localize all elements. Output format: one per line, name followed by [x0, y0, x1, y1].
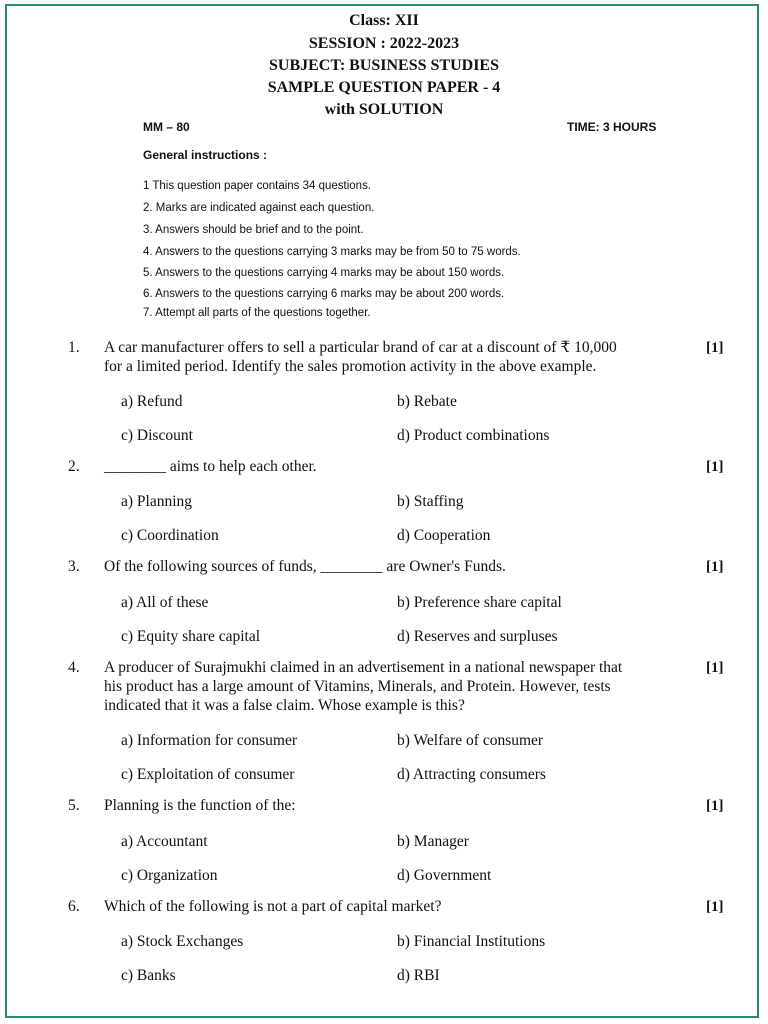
option: d) Government — [397, 867, 492, 884]
option: d) Cooperation — [397, 527, 491, 544]
option: d) Reserves and surpluses — [397, 628, 558, 645]
question-line: Of the following sources of funds, ________ are Owner's Funds. — [104, 558, 506, 575]
option: a) Information for consumer — [121, 732, 298, 749]
paper-title: SAMPLE QUESTION PAPER - 4 — [267, 79, 501, 96]
question-marks: [1] — [706, 340, 724, 356]
option: b) Preference share capital — [397, 594, 562, 611]
question-line: Which of the following is not a part of capital market? — [104, 898, 442, 915]
question-line: indicated that it was a false claim. Whose example is this? — [104, 697, 465, 714]
question-marks: [1] — [706, 559, 724, 575]
question-number: 2. — [68, 458, 80, 475]
instruction-item: 4. Answers to the questions carrying 3 marks may be from 50 to 75 words. — [143, 246, 521, 258]
question-line: his product has a large amount of Vitamins, Minerals, and Protein. However, tests — [104, 678, 611, 695]
page-border — [5, 4, 759, 1018]
instruction-item: 5. Answers to the questions carrying 4 marks may be about 150 words. — [143, 267, 505, 279]
question-line: for a limited period. Identify the sales promotion activity in the above example. — [104, 358, 597, 375]
question-number: 1. — [68, 339, 80, 356]
question-marks: [1] — [706, 660, 724, 676]
option: b) Rebate — [397, 393, 457, 410]
option: b) Manager — [397, 833, 469, 850]
option: c) Banks — [121, 967, 176, 984]
instruction-item: 7. Attempt all parts of the questions together. — [143, 307, 371, 319]
instruction-item: 3. Answers should be brief and to the point. — [143, 224, 364, 236]
instruction-item: 2. Marks are indicated against each question. — [143, 202, 375, 214]
instruction-item: 1 This question paper contains 34 questions. — [143, 180, 372, 192]
question-line: Planning is the function of the: — [104, 797, 296, 814]
option: c) Organization — [121, 867, 218, 884]
option: c) Coordination — [121, 527, 219, 544]
solution-title: with SOLUTION — [324, 101, 444, 118]
option: c) Exploitation of consumer — [121, 766, 295, 783]
question-number: 3. — [68, 558, 80, 575]
option: c) Equity share capital — [121, 628, 261, 645]
question-marks: [1] — [706, 459, 724, 475]
option: b) Financial Institutions — [397, 933, 546, 950]
option: a) Accountant — [121, 833, 208, 850]
option: a) All of these — [121, 594, 209, 611]
question-line: A producer of Surajmukhi claimed in an advertisement in a national newspaper that — [104, 659, 623, 676]
question-marks: [1] — [706, 899, 724, 915]
instructions-heading: General instructions : — [143, 148, 268, 162]
option: b) Staffing — [397, 493, 464, 510]
question-line: A car manufacturer offers to sell a particular brand of car at a discount of ₹ 10,000 — [104, 339, 617, 356]
time-allowed: TIME: 3 HOURS — [567, 120, 657, 134]
option: a) Stock Exchanges — [121, 933, 244, 950]
option: b) Welfare of consumer — [397, 732, 544, 749]
option: d) RBI — [397, 967, 440, 984]
session-title: SESSION : 2022-2023 — [308, 35, 460, 52]
option: a) Planning — [121, 493, 193, 510]
question-number: 6. — [68, 898, 80, 915]
question-number: 4. — [68, 659, 80, 676]
question-line: ________ aims to help each other. — [104, 458, 317, 475]
option: a) Refund — [121, 393, 183, 410]
question-marks: [1] — [706, 798, 724, 814]
option: c) Discount — [121, 427, 193, 444]
subject-title: SUBJECT: BUSINESS STUDIES — [268, 57, 499, 74]
option: d) Product combinations — [397, 427, 550, 444]
class-title: Class: XII — [349, 12, 419, 29]
instruction-item: 6. Answers to the questions carrying 6 marks may be about 200 words. — [143, 288, 505, 300]
max-marks: MM – 80 — [143, 120, 190, 134]
question-number: 5. — [68, 797, 80, 814]
option: d) Attracting consumers — [397, 766, 546, 783]
